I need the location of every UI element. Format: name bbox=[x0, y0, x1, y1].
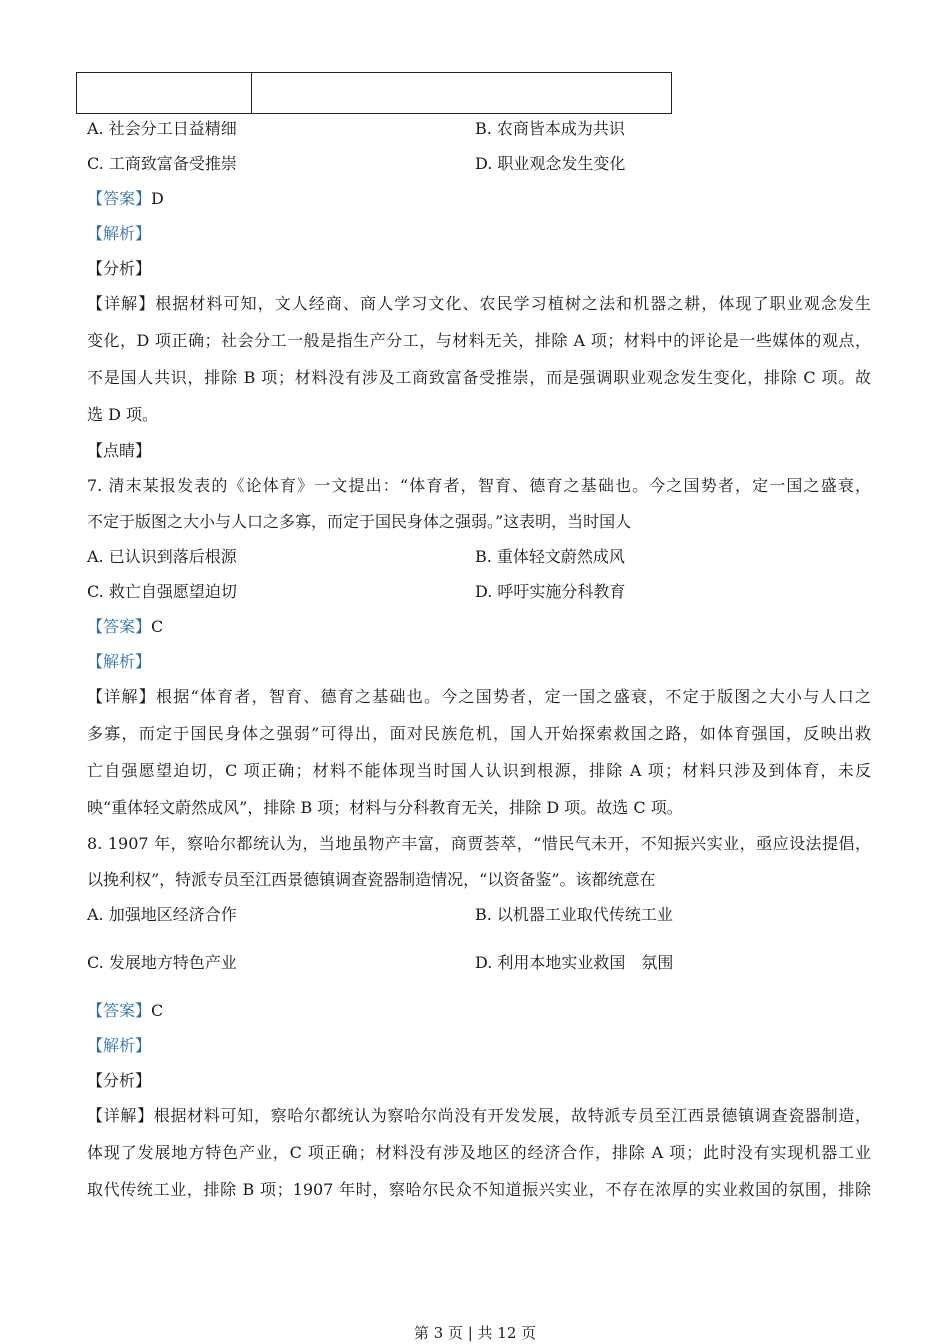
answer-value: D bbox=[151, 189, 164, 208]
q7-detail-line: 映“重体轻文蔚然成风”，排除 B 项；材料与分科教育无关，排除 D 项。故选 C 项。 bbox=[87, 798, 683, 817]
q6-answer bbox=[87, 189, 164, 209]
q8-detail-line: 取代传统工业，排除 B 项；1907 年时，察哈尔民众不知道振兴实业，不存在浓厚的实业救国的氛围，排除 bbox=[87, 1180, 871, 1199]
material-table bbox=[76, 72, 672, 114]
q8-fenxi-label: 【分析】 bbox=[87, 1071, 152, 1090]
q8-answer bbox=[87, 1001, 163, 1021]
q7-option-d: D. 呼吁实施分科教育 bbox=[475, 582, 626, 601]
answer-label: 【答案】 bbox=[87, 189, 152, 208]
q8-detail-line: 体现了发展地方特色产业，C 项正确；材料没有涉及地区的经济合作，排除 A 项；此时没有实现机器工业 bbox=[87, 1143, 871, 1162]
q8-stem-line: 8. 1907 年，察哈尔都统认为，当地虽物产丰富，商贾荟萃，“惜民气未开，不知振兴实业，亟应设法提倡， bbox=[87, 834, 871, 853]
q6-detail-line: 变化，D 项正确；社会分工一般是指生产分工，与材料无关，排除 A 项；材料中的评论是一些媒体的观点， bbox=[87, 331, 871, 350]
q8-stem-line: 以挽利权”，特派专员至江西景德镇调查瓷器制造情况，“以资备鉴”。该都统意在 bbox=[87, 870, 656, 889]
q7-option-a: A. 已认识到落后根源 bbox=[87, 547, 237, 566]
q6-dianjing-label: 【点睛】 bbox=[87, 441, 152, 460]
q7-answer bbox=[87, 617, 163, 637]
q7-detail-line: 多寡，而定于国民身体之强弱”可得出，面对民族危机，国人开始探索救国之路，如体育强国，反映出救 bbox=[87, 724, 871, 743]
q6-option-b: B. 农商皆本成为共识 bbox=[475, 119, 625, 138]
answer-label: 【答案】 bbox=[87, 617, 152, 636]
q8-option-b: B. 以机器工业取代传统工业 bbox=[475, 905, 673, 924]
q7-analysis-label: 【解析】 bbox=[87, 652, 152, 671]
q6-option-d: D. 职业观念发生变化 bbox=[475, 154, 626, 173]
q6-detail-line: 选 D 项。 bbox=[87, 405, 159, 424]
q8-detail-line: 【详解】根据材料可知，察哈尔都统认为察哈尔尚没有开发发展，故特派专员至江西景德镇调查瓷器制造， bbox=[87, 1106, 871, 1125]
page-footer: 第 3 页 | 共 12 页 bbox=[413, 1324, 537, 1342]
answer-value: C bbox=[151, 617, 164, 636]
q7-detail-line: 亡自强愿望迫切，C 项正确；材料不能体现当时国人认识到根源，排除 A 项；材料只涉及到体育，未反 bbox=[87, 761, 871, 780]
q7-stem-line: 7. 清末某报发表的《论体育》一文提出：“体育者，智育、德育之基础也。今之国势者，定一国之盛衰， bbox=[87, 476, 871, 495]
q7-stem-line: 不定于版图之大小与人口之多寡，而定于国民身体之强弱。”这表明，当时国人 bbox=[87, 512, 632, 531]
q8-option-d: D. 利用本地实业救国 氛围 bbox=[475, 953, 674, 972]
q8-option-a: A. 加强地区经济合作 bbox=[87, 905, 237, 924]
q6-option-c: C. 工商致富备受推崇 bbox=[87, 154, 237, 173]
q7-option-b: B. 重体轻文蔚然成风 bbox=[475, 547, 625, 566]
q7-option-c: C. 救亡自强愿望迫切 bbox=[87, 582, 237, 601]
q6-fenxi-label: 【分析】 bbox=[87, 259, 152, 278]
q6-detail-line: 【详解】根据材料可知，文人经商、商人学习文化、农民学习植树之法和机器之耕，体现了职业观念发生 bbox=[87, 294, 871, 313]
table-cell-right bbox=[252, 73, 671, 113]
q6-detail-line: 不是国人共识，排除 B 项；材料没有涉及工商致富备受推崇，而是强调职业观念发生变化，排除 C 项。故 bbox=[87, 368, 871, 387]
answer-label: 【答案】 bbox=[87, 1001, 152, 1020]
q7-detail-line: 【详解】根据“体育者，智育、德育之基础也。今之国势者，定一国之盛衰，不定于版图之大小与人口之 bbox=[87, 687, 871, 706]
q6-analysis-label: 【解析】 bbox=[87, 224, 152, 243]
answer-value: C bbox=[151, 1001, 164, 1020]
q6-option-a: A. 社会分工日益精细 bbox=[87, 119, 237, 138]
table-cell-left bbox=[77, 73, 252, 113]
q8-option-c: C. 发展地方特色产业 bbox=[87, 953, 237, 972]
q8-analysis-label: 【解析】 bbox=[87, 1036, 152, 1055]
